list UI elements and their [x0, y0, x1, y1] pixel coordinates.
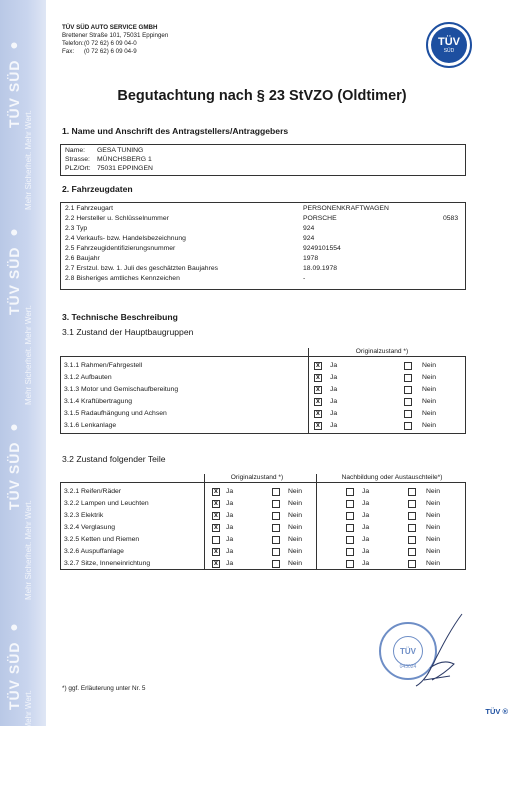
footnote: *) ggf. Erläuterung unter Nr. 5 [62, 685, 146, 692]
no-label: Nein [426, 500, 440, 507]
vehicle-field-label: 2.3 Typ [65, 225, 88, 232]
replica-yes-checkbox[interactable] [346, 488, 354, 496]
assembly-label: 3.1.2 Aufbauten [64, 374, 112, 381]
vehicle-field-value: 924 [303, 225, 315, 232]
applicant-label: PLZ/Ort: [65, 165, 91, 172]
assembly-label: 3.1.6 Lenkanlage [64, 422, 117, 429]
applicant-value: MÜNCHSBERG 1 [97, 156, 152, 163]
vehicle-field-label: 2.1 Fahrzeugart [65, 205, 113, 212]
column-heading-replica: Nachbildung oder Austauschteile*) [341, 474, 443, 481]
original-yes-checkbox[interactable]: x [212, 512, 220, 520]
replica-yes-checkbox[interactable] [346, 548, 354, 556]
yes-label: Ja [226, 560, 234, 567]
logo-text-top: TÜV [438, 35, 460, 48]
applicant-label: Name: [65, 147, 86, 154]
no-label: Nein [422, 386, 436, 393]
yes-label: Ja [362, 500, 370, 507]
assembly-label: 3.1.1 Rahmen/Fahrgestell [64, 362, 143, 369]
original-no-checkbox[interactable] [272, 548, 280, 556]
yes-label: Ja [330, 398, 338, 405]
applicant-value: GESA TUNING [97, 147, 144, 154]
no-label: Nein [426, 512, 440, 519]
vehicle-field-value: 1978 [303, 255, 319, 262]
section3-heading: 3. Technische Beschreibung [62, 312, 178, 322]
no-label: Nein [288, 500, 302, 507]
part-label: 3.2.2 Lampen und Leuchten [64, 500, 149, 507]
original-no-checkbox[interactable] [272, 488, 280, 496]
yes-label: Ja [226, 488, 234, 495]
watermark-text: TÜV SÜD ● [6, 419, 22, 510]
no-label: Nein [288, 560, 302, 567]
yes-checkbox[interactable]: x [314, 422, 322, 430]
no-label: Nein [288, 512, 302, 519]
no-label: Nein [422, 398, 436, 405]
yes-checkbox[interactable]: x [314, 410, 322, 418]
yes-label: Ja [362, 488, 370, 495]
no-label: Nein [288, 524, 302, 531]
no-checkbox[interactable] [404, 362, 412, 370]
yes-label: Ja [226, 512, 234, 519]
vehicle-field-label: 2.4 Verkaufs- bzw. Handelsbezeichnung [65, 235, 186, 242]
yes-label: Ja [226, 548, 234, 555]
original-yes-checkbox[interactable]: x [212, 548, 220, 556]
part-label: 3.2.6 Auspuffanlage [64, 548, 124, 555]
replica-yes-checkbox[interactable] [346, 512, 354, 520]
no-label: Nein [426, 524, 440, 531]
yes-label: Ja [362, 548, 370, 555]
watermark-text: TÜV SÜD ● [6, 224, 22, 315]
assembly-label: 3.1.4 Kraftübertragung [64, 398, 133, 405]
yes-label: Ja [362, 524, 370, 531]
watermark-slogan: Mehr Sicherheit. Mehr Wert. [24, 305, 33, 405]
yes-label: Ja [226, 500, 234, 507]
phone-label: Telefon: [62, 40, 84, 47]
original-yes-checkbox[interactable]: x [212, 524, 220, 532]
applicant-value: 75031 EPPINGEN [97, 165, 153, 172]
vehicle-field-value: 18.09.1978 [303, 265, 338, 272]
no-label: Nein [426, 488, 440, 495]
no-label: Nein [426, 536, 440, 543]
watermark-text: TÜV SÜD ● [6, 619, 22, 710]
original-no-checkbox[interactable] [272, 512, 280, 520]
replica-no-checkbox[interactable] [408, 512, 416, 520]
no-label: Nein [422, 422, 436, 429]
footer-tuv-logo: TÜV ® [485, 707, 508, 716]
section1-heading: 1. Name und Anschrift des Antragstellers/Antraggebers [62, 126, 289, 136]
subsection-3-2-heading: 3.2 Zustand folgender Teile [62, 454, 166, 464]
yes-label: Ja [362, 512, 370, 519]
yes-checkbox[interactable]: x [314, 398, 322, 406]
watermark-slogan: Mehr Sicherheit. Mehr Wert. [24, 690, 33, 790]
no-checkbox[interactable] [404, 398, 412, 406]
yes-label: Ja [362, 536, 370, 543]
no-label: Nein [426, 560, 440, 567]
no-label: Nein [422, 362, 436, 369]
tuv-logo-icon [426, 22, 472, 68]
column-heading-original: Originalzustand *) [355, 348, 409, 355]
yes-checkbox[interactable]: x [314, 386, 322, 394]
replica-no-checkbox[interactable] [408, 548, 416, 556]
yes-label: Ja [330, 410, 338, 417]
replica-yes-checkbox[interactable] [346, 524, 354, 532]
vehicle-field-label: 2.7 Erstzul. bzw. 1. Juli des geschätzten Baujahres [65, 265, 219, 272]
yes-label: Ja [226, 524, 234, 531]
no-checkbox[interactable] [404, 422, 412, 430]
yes-label: Ja [330, 362, 338, 369]
side-watermark-band [0, 0, 46, 790]
section2-heading: 2. Fahrzeugdaten [62, 184, 133, 194]
replica-no-checkbox[interactable] [408, 500, 416, 508]
assembly-label: 3.1.3 Motor und Gemischaufbereitung [64, 386, 179, 393]
fax-number: (0 72 62) 6 09 04-9 [84, 48, 137, 55]
column-heading-original: Originalzustand *) [230, 474, 284, 481]
vehicle-data-table [60, 202, 466, 290]
company-name: TÜV SÜD AUTO SERVICE GMBH [62, 24, 158, 31]
vehicle-field-value: 9249101554 [303, 245, 341, 252]
stamp-center: TÜV [393, 636, 423, 666]
stamp-number: 043024 [399, 664, 417, 670]
part-label: 3.2.1 Reifen/Räder [64, 488, 122, 495]
part-label: 3.2.5 Ketten und Riemen [64, 536, 140, 543]
logo-text-bottom: SÜD [443, 47, 455, 54]
vehicle-field-label: 2.8 Bisheriges amtliches Kennzeichen [65, 275, 180, 282]
replica-yes-checkbox[interactable] [346, 500, 354, 508]
watermark-slogan: Mehr Sicherheit. Mehr Wert. [24, 500, 33, 600]
no-label: Nein [288, 488, 302, 495]
original-no-checkbox[interactable] [272, 536, 280, 544]
vehicle-field-value: - [303, 275, 306, 282]
yes-checkbox[interactable]: x [314, 362, 322, 370]
replica-no-checkbox[interactable] [408, 488, 416, 496]
fax-label: Fax: [62, 48, 75, 55]
replica-no-checkbox[interactable] [408, 524, 416, 532]
no-label: Nein [288, 548, 302, 555]
vehicle-field-value: 924 [303, 235, 315, 242]
yes-checkbox[interactable]: x [314, 374, 322, 382]
original-no-checkbox[interactable] [272, 560, 280, 568]
yes-label: Ja [226, 536, 234, 543]
no-checkbox[interactable] [404, 374, 412, 382]
applicant-label: Strasse: [65, 156, 90, 163]
vehicle-field-label: 2.6 Baujahr [65, 255, 100, 262]
replica-yes-checkbox[interactable] [346, 560, 354, 568]
letterhead [62, 24, 168, 56]
original-yes-checkbox[interactable]: x [212, 560, 220, 568]
vehicle-key-number: 0583 [443, 215, 459, 222]
vehicle-field-value: PORSCHE [303, 215, 337, 222]
original-no-checkbox[interactable] [272, 524, 280, 532]
original-yes-checkbox[interactable]: x [212, 500, 220, 508]
part-label: 3.2.4 Verglasung [64, 524, 116, 531]
part-label: 3.2.7 Sitze, Inneneinrichtung [64, 560, 151, 567]
part-label: 3.2.3 Elektrik [64, 512, 104, 519]
signature-icon [410, 610, 470, 690]
vehicle-field-value: PERSONENKRAFTWAGEN [303, 205, 389, 212]
no-label: Nein [422, 374, 436, 381]
replica-no-checkbox[interactable] [408, 560, 416, 568]
document-page [46, 0, 528, 726]
subsection-3-1-heading: 3.1 Zustand der Hauptbaugruppen [62, 327, 194, 337]
watermark-slogan: Mehr Sicherheit. Mehr Wert. [24, 110, 33, 210]
applicant-table [60, 144, 466, 176]
phone-number: (0 72 62) 6 09 04-0 [84, 40, 137, 47]
replica-no-checkbox[interactable] [408, 536, 416, 544]
yes-label: Ja [330, 386, 338, 393]
document-title: Begutachtung nach § 23 StVZO (Oldtimer) [117, 88, 407, 104]
original-yes-checkbox[interactable] [212, 536, 220, 544]
vehicle-field-label: 2.5 Fahrzeugidentifizierungsnummer [65, 245, 176, 252]
replica-yes-checkbox[interactable] [346, 536, 354, 544]
original-no-checkbox[interactable] [272, 500, 280, 508]
no-label: Nein [426, 548, 440, 555]
vehicle-field-label: 2.2 Hersteller u. Schlüsselnummer [65, 215, 169, 222]
company-address: Brettener Straße 101, 75031 Eppingen [62, 32, 169, 39]
yes-label: Ja [330, 374, 338, 381]
no-checkbox[interactable] [404, 410, 412, 418]
no-checkbox[interactable] [404, 386, 412, 394]
yes-label: Ja [362, 560, 370, 567]
watermark-text: TÜV SÜD ● [6, 37, 22, 128]
no-label: Nein [288, 536, 302, 543]
no-label: Nein [422, 410, 436, 417]
yes-label: Ja [330, 422, 338, 429]
original-yes-checkbox[interactable]: x [212, 488, 220, 496]
assembly-label: 3.1.5 Radaufhängung und Achsen [64, 410, 167, 417]
